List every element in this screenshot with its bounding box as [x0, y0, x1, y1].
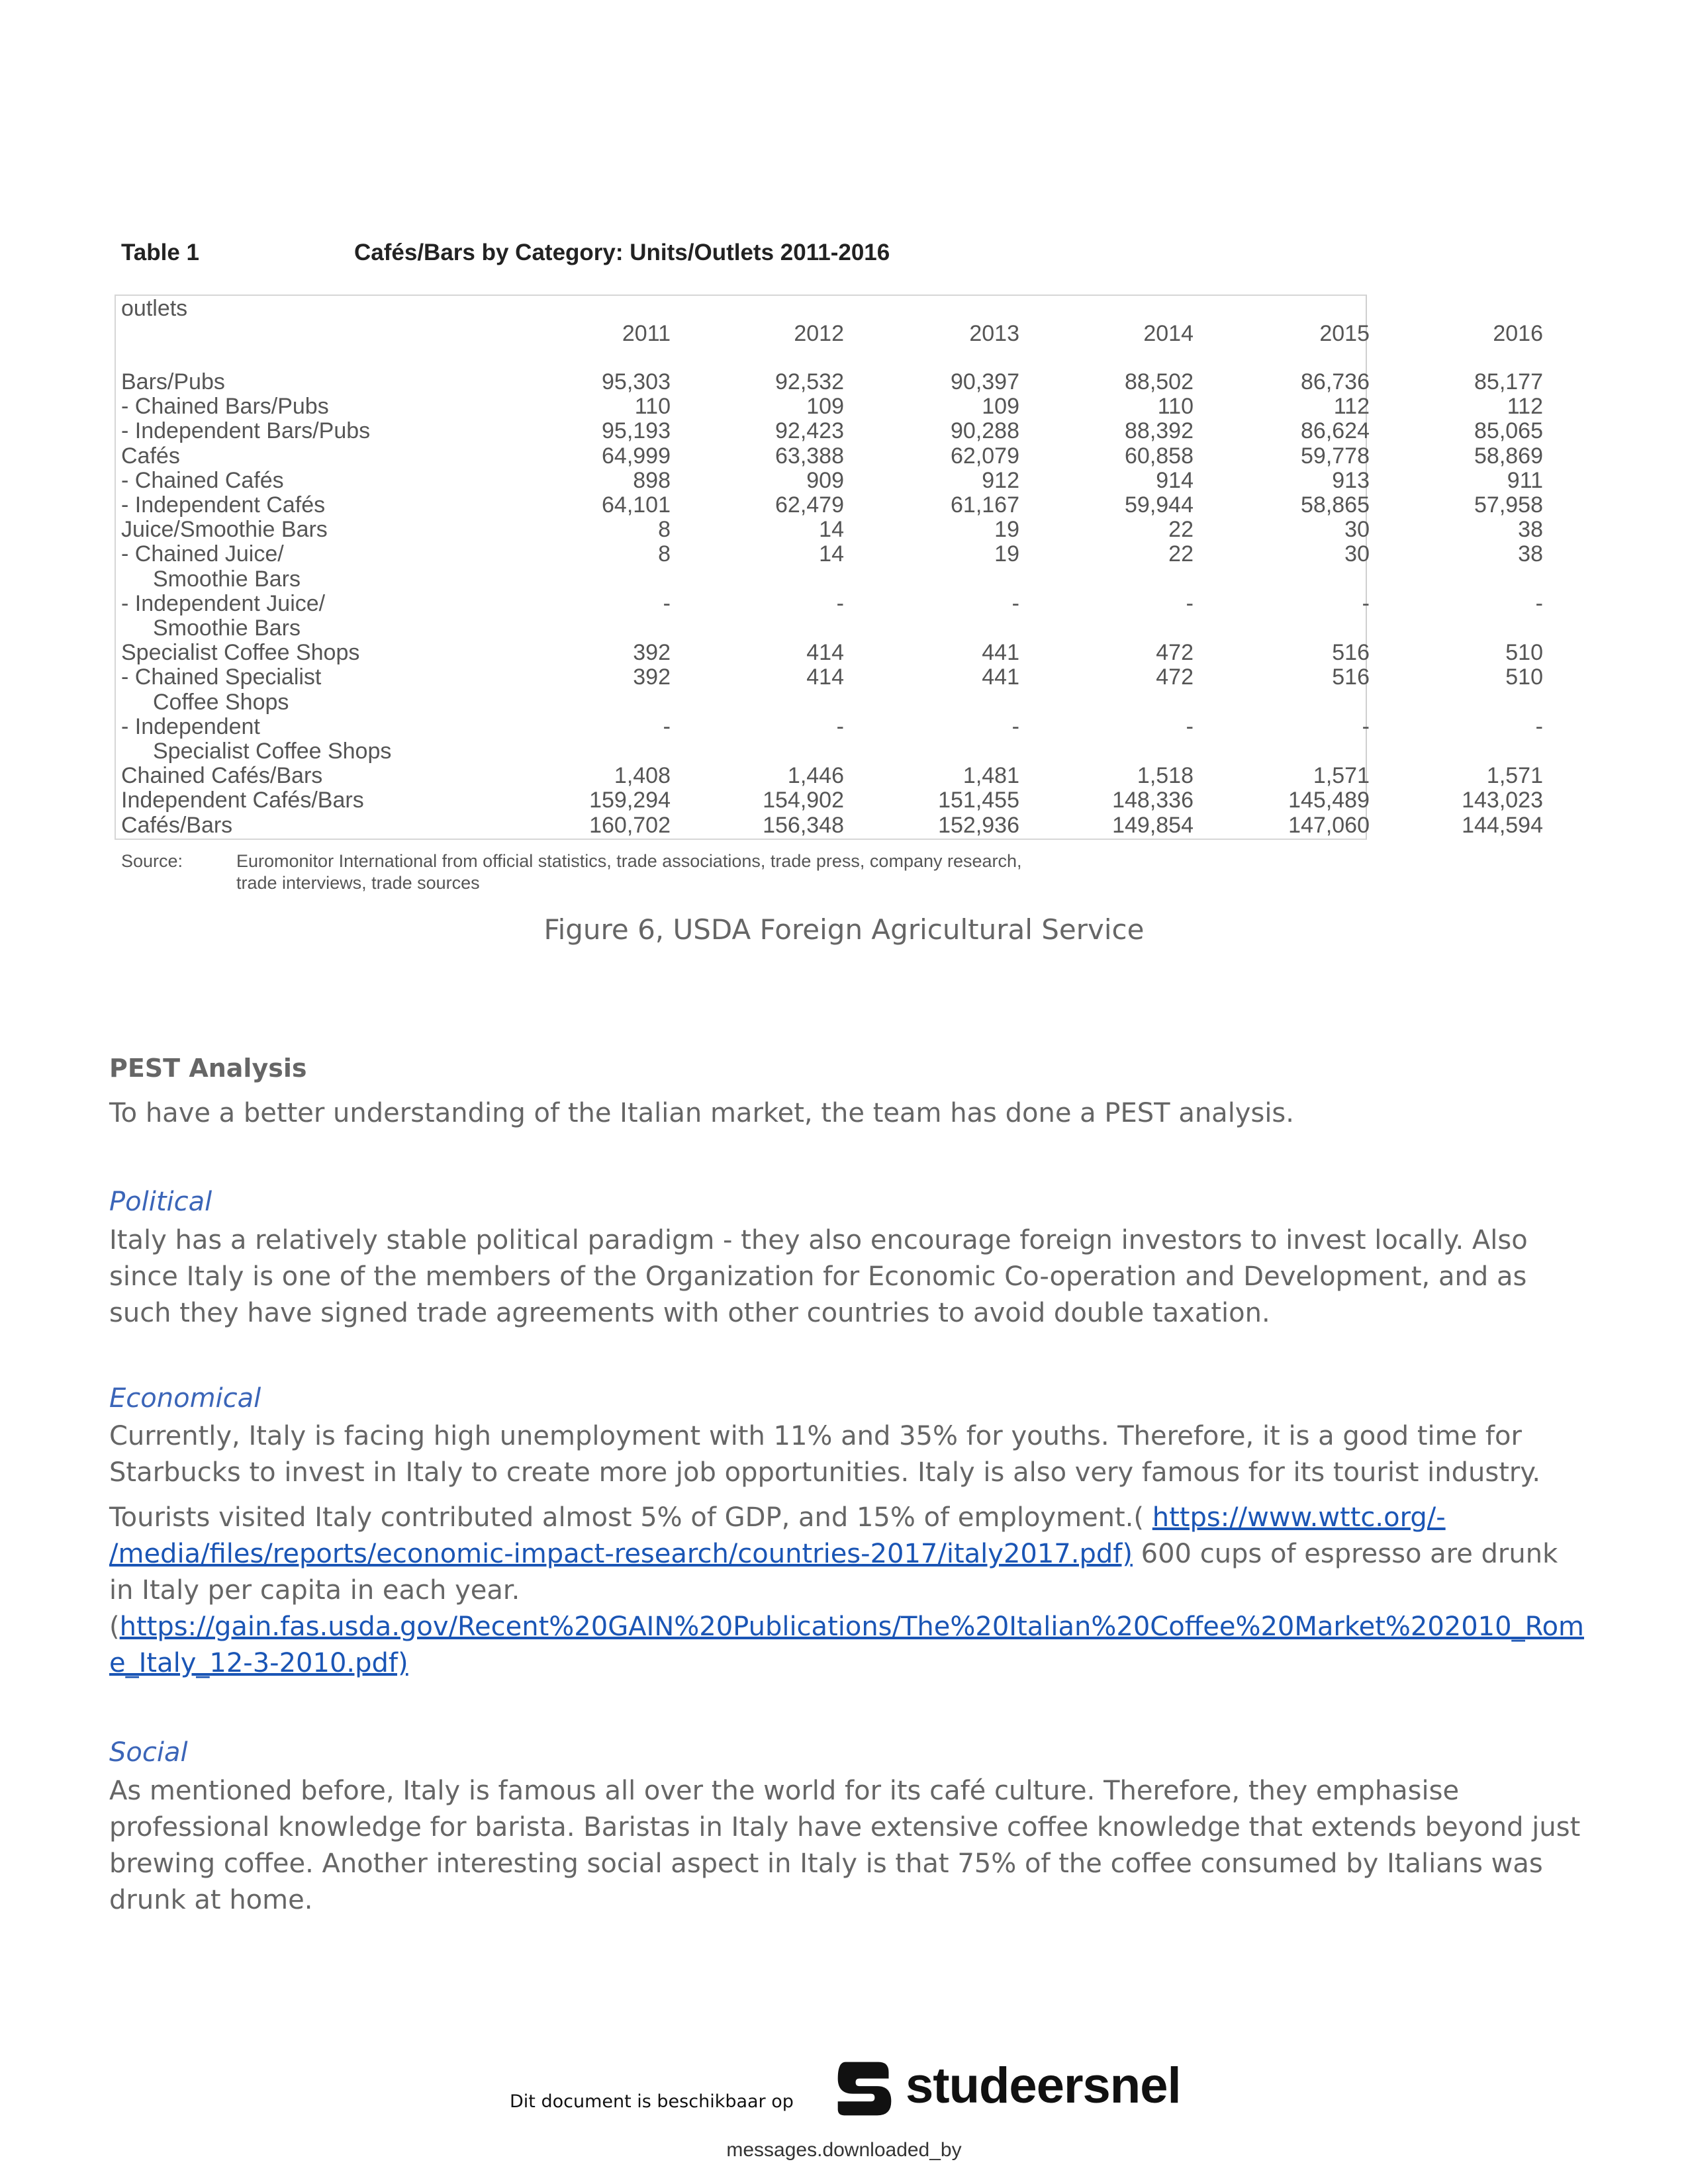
table-cell: 110 [634, 394, 671, 420]
table-cell: 414 [806, 664, 844, 690]
row-label: Juice/Smoothie Bars [121, 517, 328, 543]
row-label: - Independent [121, 713, 260, 739]
text-line: Currently, Italy is facing high unemployment with 11% and 35% for youths. Therefore, it is a good time for [109, 1421, 1522, 1451]
row-label: Cafés/Bars [121, 812, 233, 838]
table-cell: 57,958 [1474, 492, 1543, 518]
table-cell: 58,865 [1301, 492, 1370, 518]
table-cell: 85,177 [1474, 369, 1543, 394]
text-line: Starbucks to invest in Italy to create more job opportunities. Italy is also very famous for its tourist industry. [109, 1457, 1541, 1488]
table-cell: 441 [982, 640, 1019, 666]
table-unit: outlets [121, 296, 188, 321]
table-cell: 911 [1507, 467, 1543, 493]
table-cell: 85,065 [1474, 418, 1543, 444]
year-header: 2014 [1143, 321, 1194, 346]
table-cell: 147,060 [1288, 812, 1370, 838]
table-cell: 913 [1332, 467, 1370, 493]
table-cell: 510 [1505, 664, 1543, 690]
table-cell: - [1186, 590, 1194, 616]
row-label: Smoothie Bars [153, 615, 301, 641]
availability-text: Dit document is beschikbaar op [510, 2091, 794, 2112]
table-cell: 898 [633, 467, 671, 493]
table-cell: 92,423 [775, 418, 844, 444]
table-cell: 148,336 [1112, 788, 1194, 813]
wttc-link-cont[interactable]: /media/files/reports/economic-impact-research/countries-2017/italy2017.pdf) [109, 1539, 1133, 1569]
text-line: such they have signed trade agreements with other countries to avoid double taxation. [109, 1298, 1270, 1328]
table-cell: 160,702 [589, 812, 671, 838]
table-cell: 1,518 [1137, 763, 1194, 789]
table-cell: 145,489 [1288, 788, 1370, 813]
wttc-link[interactable]: https://www.wttc.org/- [1152, 1502, 1446, 1533]
table-cell: 112 [1507, 394, 1543, 420]
table-cell: 156,348 [763, 812, 844, 838]
pest-title: PEST Analysis [109, 1054, 307, 1083]
table-cell: 88,392 [1125, 418, 1194, 444]
table-cell: 86,624 [1301, 418, 1370, 444]
text-line: brewing coffee. Another interesting social aspect in Italy is that 75% of the coffee consumed by Italians was [109, 1848, 1543, 1879]
text-line: since Italy is one of the members of the Organization for Economic Co-operation and Development, and as [109, 1261, 1527, 1292]
row-label: Bars/Pubs [121, 369, 225, 394]
table-cell: 112 [1333, 394, 1370, 420]
year-header: 2015 [1319, 321, 1370, 346]
table-cell: 62,079 [951, 443, 1019, 469]
table-cell: 1,408 [614, 763, 671, 789]
table-cell: - [1011, 590, 1019, 616]
table-cell: 38 [1518, 517, 1543, 543]
table-cell: 159,294 [589, 788, 671, 813]
table-cell: 90,288 [951, 418, 1019, 444]
table-cell: 14 [819, 517, 844, 543]
pest-intro: To have a better understanding of the Italian market, the team has done a PEST analysis. [109, 1098, 1294, 1128]
row-label: Cafés [121, 443, 180, 469]
table-cell: 59,944 [1125, 492, 1194, 518]
table-cell: 58,869 [1474, 443, 1543, 469]
social-heading: Social [109, 1737, 188, 1768]
table-cell: 909 [806, 467, 844, 493]
row-label: Independent Cafés/Bars [121, 788, 364, 813]
table-cell: 1,571 [1313, 763, 1370, 789]
row-label: - Independent Juice/ [121, 590, 326, 616]
table-cell: 22 [1168, 517, 1194, 543]
text-line: As mentioned before, Italy is famous all over the world for its café culture. Therefore, they emphasise [109, 1776, 1460, 1806]
row-label: - Independent Cafés [121, 492, 326, 518]
table-cell: 392 [633, 664, 671, 690]
table-cell: 86,736 [1301, 369, 1370, 394]
table-cell: 392 [633, 640, 671, 666]
table-cell: 8 [658, 541, 671, 567]
downloaded-by: messages.downloaded_by [726, 2139, 962, 2161]
table-cell: 95,303 [602, 369, 671, 394]
row-label: - Chained Juice/ [121, 541, 284, 567]
table-cell: 64,999 [602, 443, 671, 469]
row-label: Smoothie Bars [153, 566, 301, 592]
row-label: Coffee Shops [153, 689, 289, 715]
economical-heading: Economical [109, 1383, 261, 1414]
row-label: - Chained Specialist [121, 664, 322, 690]
table-cell: 154,902 [763, 788, 844, 813]
usda-gain-link-cont[interactable]: e_Italy_12-3-2010.pdf) [109, 1648, 408, 1678]
table-cell: 59,778 [1301, 443, 1370, 469]
table-cell: 90,397 [951, 369, 1019, 394]
table-cell: 510 [1505, 640, 1543, 666]
social-paragraph [109, 1773, 1592, 1919]
table-cell: 149,854 [1112, 812, 1194, 838]
year-header: 2012 [794, 321, 844, 346]
table-title: Cafés/Bars by Category: Units/Outlets 2011-2016 [354, 240, 890, 265]
table-cell: - [836, 590, 844, 616]
table-cell: 8 [658, 517, 671, 543]
year-header: 2013 [969, 321, 1019, 346]
table-cell: - [1011, 713, 1019, 739]
table-cell: 19 [994, 541, 1019, 567]
table-cell: - [1362, 713, 1370, 739]
table-cell: - [1186, 713, 1194, 739]
table-number: Table 1 [121, 240, 200, 265]
table-cell: 109 [982, 394, 1019, 420]
table-cell: 1,446 [787, 763, 844, 789]
table-cell: 1,481 [962, 763, 1019, 789]
table-cell: 110 [1157, 394, 1194, 420]
table-cell: - [663, 590, 671, 616]
row-label: - Independent Bars/Pubs [121, 418, 371, 444]
table-cell: 1,571 [1486, 763, 1543, 789]
row-label: Chained Cafés/Bars [121, 763, 323, 789]
table-cell: 22 [1168, 541, 1194, 567]
text-segment: 600 cups of espresso are drunk [1132, 1539, 1558, 1569]
text-line: in Italy per capita in each year. [109, 1575, 520, 1606]
table-cell: 64,101 [602, 492, 671, 518]
table-cell: 62,479 [775, 492, 844, 518]
table-cell: 152,936 [938, 812, 1019, 838]
text-line: drunk at home. [109, 1885, 313, 1915]
table-cell: 151,455 [938, 788, 1019, 813]
economical-paragraph [109, 1418, 1592, 1491]
table-cell: 92,532 [775, 369, 844, 394]
table-cell: 63,388 [775, 443, 844, 469]
political-paragraph [109, 1222, 1592, 1332]
source-label: Source: [121, 851, 183, 871]
table-cell: 95,193 [602, 418, 671, 444]
text-segment: Tourists visited Italy contributed almost 5% of GDP, and 15% of employment.( [109, 1502, 1152, 1533]
text-segment: ( [109, 1612, 120, 1642]
table-cell: - [836, 713, 844, 739]
year-header: 2011 [622, 321, 671, 346]
row-label: - Chained Bars/Pubs [121, 394, 329, 420]
table-cell: 30 [1344, 517, 1370, 543]
source-text: trade interviews, trade sources [236, 873, 480, 893]
row-label: Specialist Coffee Shops [153, 739, 392, 764]
table-cell: 516 [1332, 640, 1370, 666]
economical-paragraph-2 [109, 1500, 1592, 1682]
row-label: Specialist Coffee Shops [121, 640, 360, 666]
political-heading: Political [109, 1187, 212, 1217]
table-cell: - [1362, 590, 1370, 616]
year-header: 2016 [1493, 321, 1543, 346]
text-line: Italy has a relatively stable political paradigm - they also encourage foreign investors to invest locally. Also [109, 1225, 1528, 1255]
table-cell: 14 [819, 541, 844, 567]
table-cell: - [1535, 590, 1543, 616]
table-cell: 441 [982, 664, 1019, 690]
table-cell: 414 [806, 640, 844, 666]
text-line: professional knowledge for barista. Baristas in Italy have extensive coffee knowledge that extends beyond just [109, 1812, 1581, 1843]
table-cell: 912 [982, 467, 1019, 493]
table-cell: 914 [1156, 467, 1194, 493]
table-cell: 19 [994, 517, 1019, 543]
table-cell: 30 [1344, 541, 1370, 567]
studeersnel-logo-icon [833, 2057, 896, 2120]
table-cell: 88,502 [1125, 369, 1194, 394]
table-cell: 516 [1332, 664, 1370, 690]
row-label: - Chained Cafés [121, 467, 284, 493]
table-cell: - [1535, 713, 1543, 739]
table-cell: 61,167 [951, 492, 1019, 518]
table-cell: 109 [806, 394, 844, 420]
table-cell: 472 [1156, 640, 1194, 666]
source-text: Euromonitor International from official statistics, trade associations, trade press, company research, [236, 851, 1022, 871]
table-cell: 472 [1156, 664, 1194, 690]
figure-caption: Figure 6, USDA Foreign Agricultural Service [543, 913, 1145, 946]
table-cell: 38 [1518, 541, 1543, 567]
table-cell: 60,858 [1125, 443, 1194, 469]
usda-gain-link[interactable]: https://gain.fas.usda.gov/Recent%20GAIN%20Publications/The%20Italian%20Coffee%20Market%202010_Rom [119, 1612, 1585, 1642]
table-cell: 143,023 [1462, 788, 1543, 813]
table-cell: - [663, 713, 671, 739]
table-cell: 144,594 [1462, 812, 1543, 838]
studeersnel-brand: studeersnel [906, 2058, 1181, 2114]
